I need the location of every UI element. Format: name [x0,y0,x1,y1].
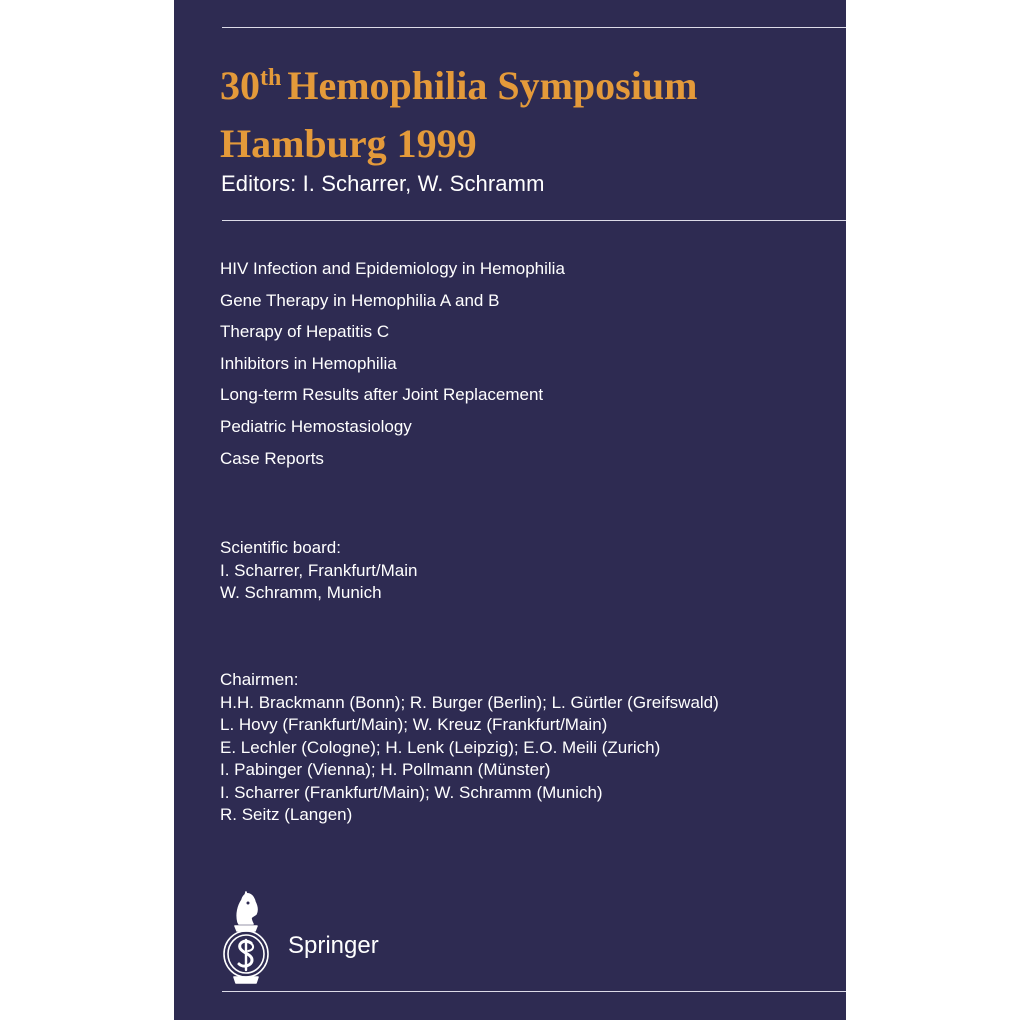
editors-line: Editors: I. Scharrer, W. Schramm [221,171,545,196]
book-cover [174,0,846,1020]
title-line-1-text: Hemophilia Symposium [287,63,698,108]
middle-divider [222,220,846,221]
topic-item: Gene Therapy in Hemophilia A and B [220,290,500,310]
chairmen-line: R. Seitz (Langen) [220,805,353,824]
springer-chess-knight-logo-icon [218,888,274,988]
board-member: W. Schramm, Munich [220,583,382,602]
chairmen-heading: Chairmen: [220,670,299,689]
top-divider [222,27,846,28]
bottom-divider [222,991,846,992]
topic-item: Case Reports [220,448,324,468]
book-title [220,60,697,170]
board-member: I. Scharrer, Frankfurt/Main [220,560,418,580]
title-line-2: Hamburg 1999 [220,121,477,166]
publisher-name: Springer [288,932,379,959]
chairmen-line: I. Scharrer (Frankfurt/Main); W. Schramm (Munich) [220,782,603,802]
chairmen [220,669,719,827]
topic-item: HIV Infection and Epidemiology in Hemophilia [220,259,565,278]
topic-item: Pediatric Hemostasiology [220,416,412,436]
chairmen-line: L. Hovy (Frankfurt/Main); W. Kreuz (Frankfurt/Main) [220,715,608,734]
chairmen-line: I. Pabinger (Vienna); H. Pollmann (Münster) [220,760,551,779]
topic-item: Inhibitors in Hemophilia [220,353,397,373]
title-ordinal: 30 [220,63,260,108]
scientific-board-heading: Scientific board: [220,538,341,557]
topic-item: Therapy of Hepatitis C [220,322,390,342]
scientific-board [220,537,417,605]
topics-list [220,253,565,474]
chairmen-line: H.H. Brackmann (Bonn); R. Burger (Berlin); L. Gürtler (Greifswald) [220,692,719,712]
topic-item: Long-term Results after Joint Replacement [220,385,544,405]
title-ordinal-suffix: th [260,65,282,91]
chairmen-line: E. Lechler (Cologne); H. Lenk (Leipzig); E.O. Meili (Zurich) [220,737,661,757]
title-line-1 [220,63,697,108]
